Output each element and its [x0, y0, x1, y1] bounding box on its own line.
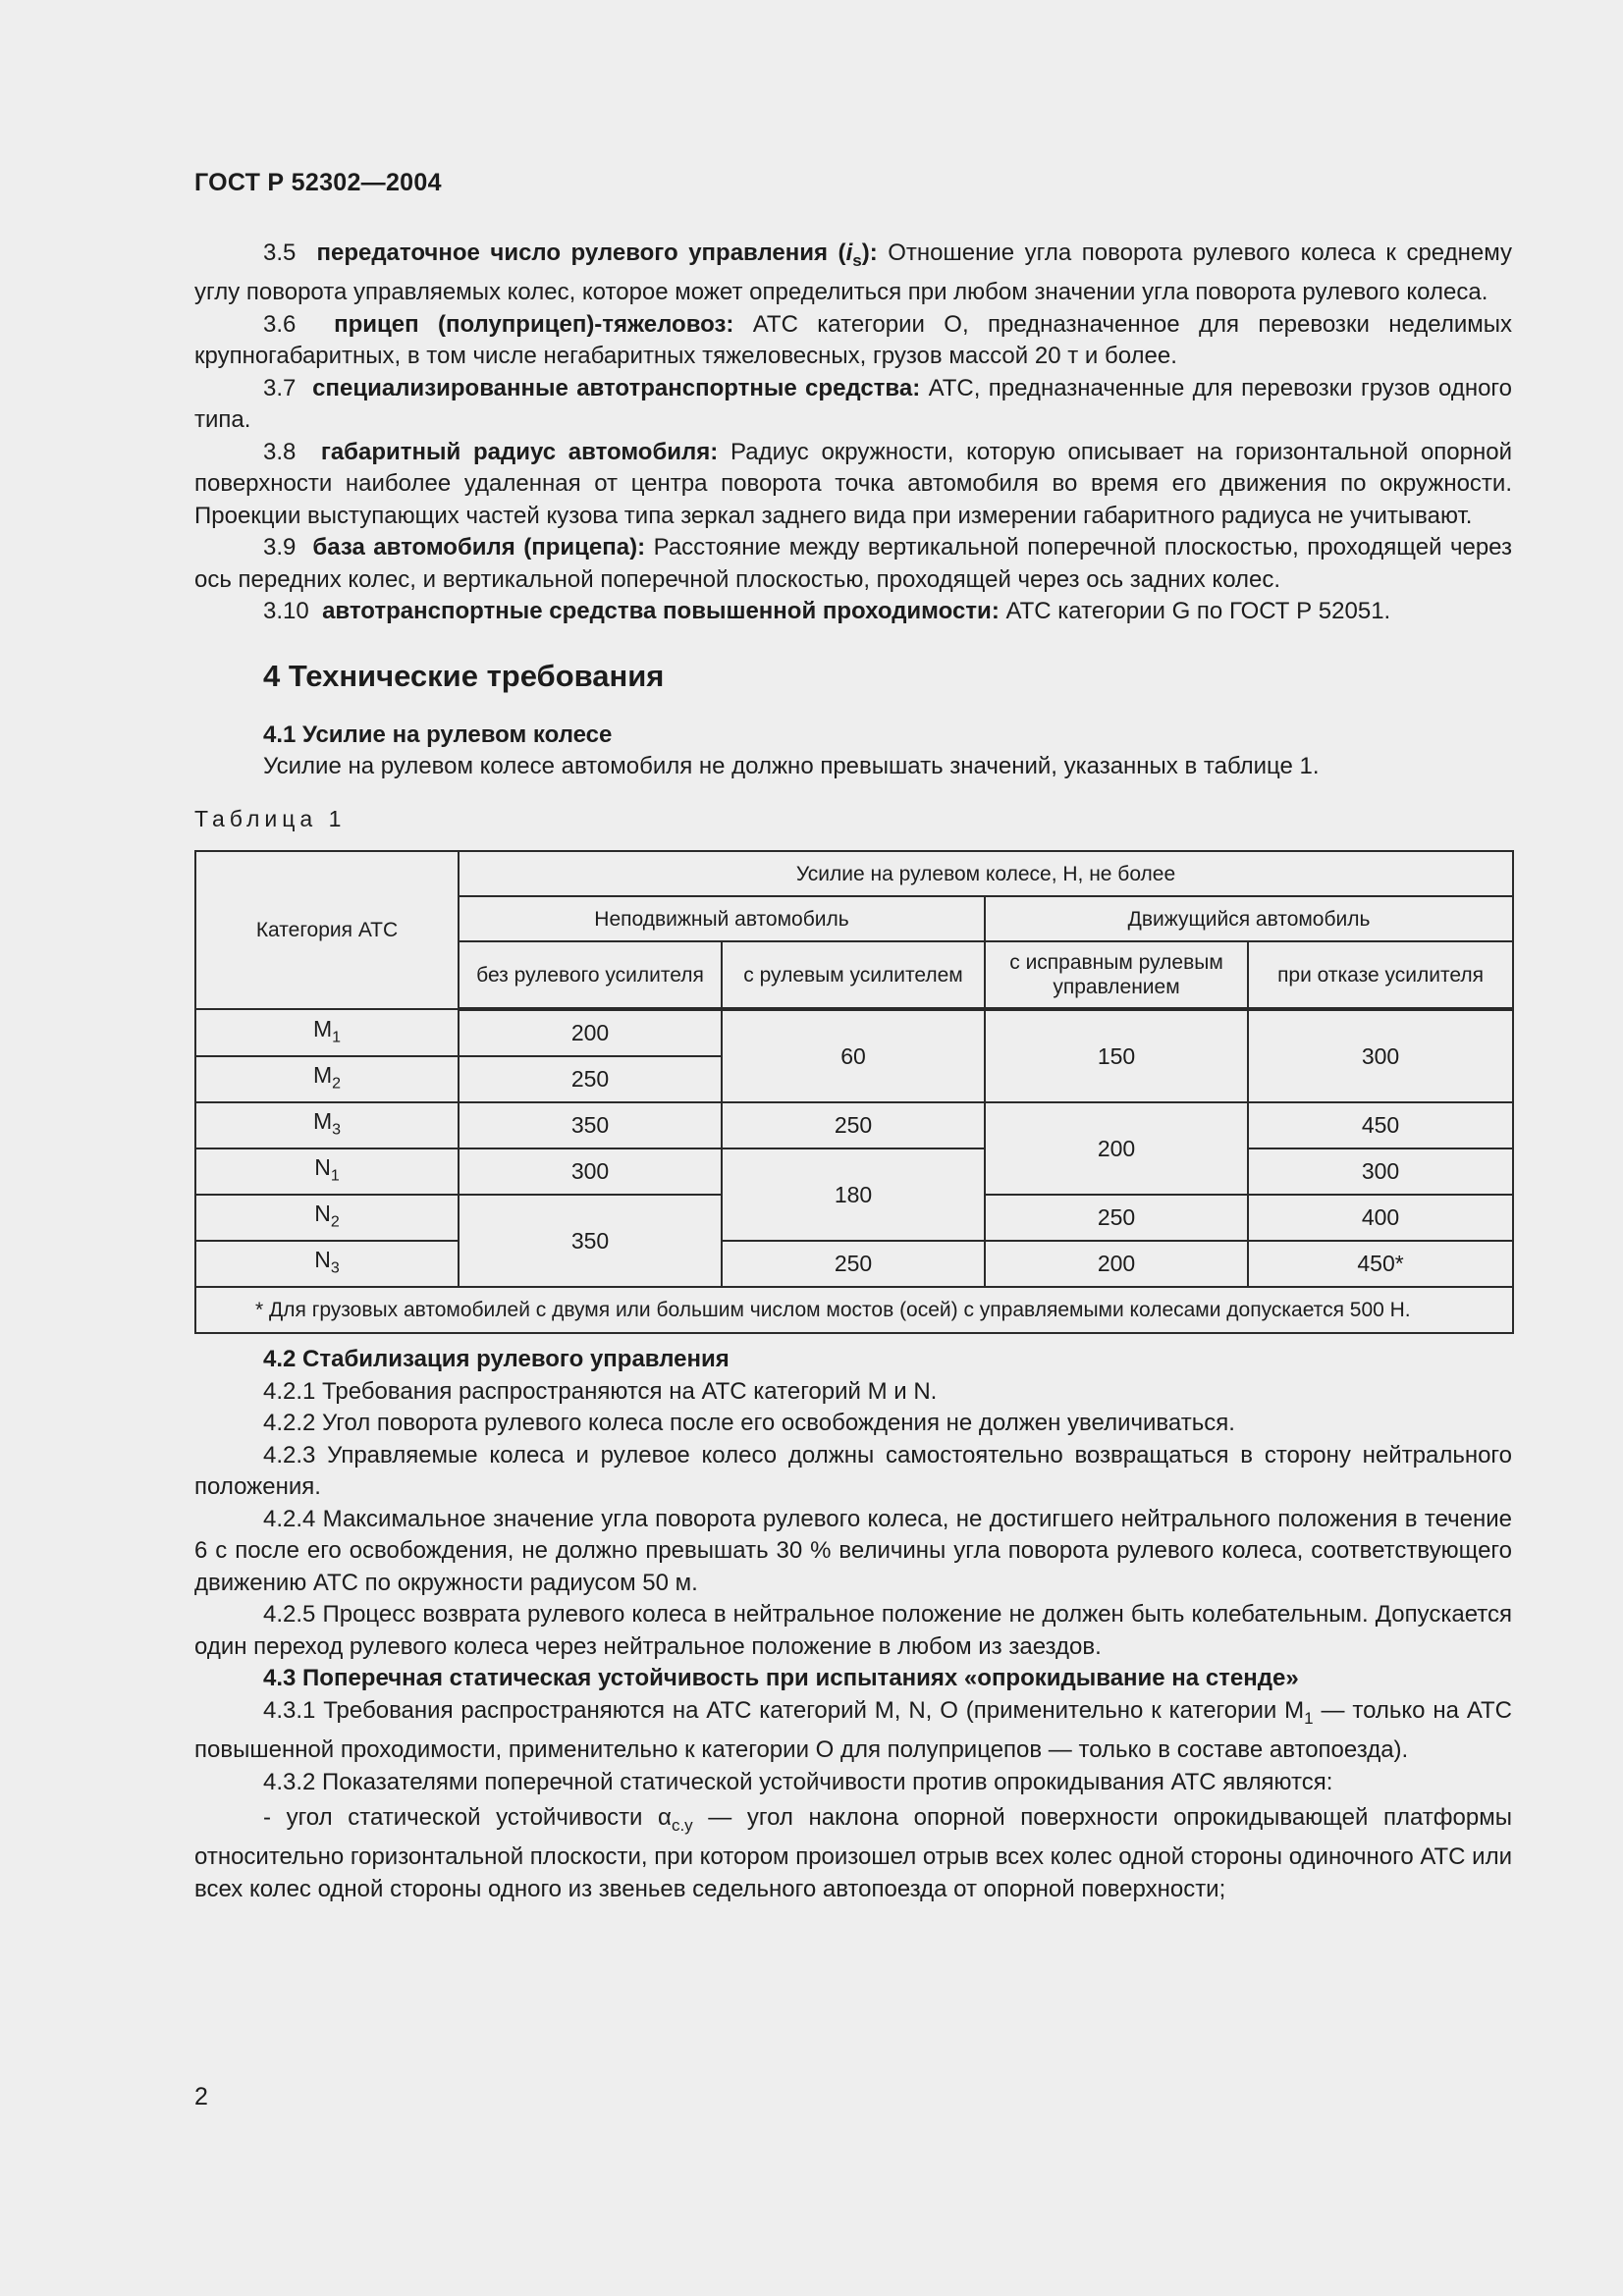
section-4-heading: 4 Технические требования	[263, 658, 665, 693]
cell-category: $M_3$	[195, 1102, 459, 1148]
cell-category: $M_1$	[195, 1009, 459, 1056]
clause-4-2-2: 4.2.2 Угол поворота рулевого колеса после его освобождения не должен увеличиваться.	[263, 1410, 1235, 1437]
cell-booster: 60	[722, 1009, 985, 1102]
cell-category: $M_2$	[195, 1056, 459, 1102]
cell-category: $N_2$	[195, 1195, 459, 1241]
clause-4-3-2: 4.3.2 Показателями поперечной статической устойчивости против опрокидывания АТС являются:	[263, 1768, 1333, 1795]
definition-3-7	[194, 373, 1512, 437]
definition-3-8	[194, 437, 1512, 533]
cell-no-booster: 200	[459, 1009, 722, 1056]
definition-number: 3.10	[263, 598, 309, 625]
cell-category: $N_1$	[195, 1148, 459, 1195]
definition-3-10	[194, 596, 1512, 628]
definition-text: Радиус окружности, которую описывает на горизонтальной опорной поверхности наиболее удаленная от центра поворота точка автомобиля во время его движения по окружности. Проекции выступающих частей кузова типа зеркал заднего вида при измерении габаритного радиуса не учитывают.	[194, 438, 1512, 529]
header-no-booster: без рулевого усилителя	[459, 941, 722, 1009]
table-row	[195, 1009, 1513, 1056]
definition-text: АТС, предназначенные для перевозки грузов одного типа.	[194, 374, 1512, 434]
cell-working: 200	[985, 1102, 1248, 1195]
cell-working: 200	[985, 1241, 1248, 1287]
steering-force-table	[194, 850, 1514, 1334]
table-footnote: * Для грузовых автомобилей с двумя или большим числом мостов (осей) с управляемыми колесами допускается 500 Н.	[195, 1287, 1513, 1333]
definition-term: прицеп (полуприцеп)-тяжеловоз:	[334, 310, 734, 338]
cell-working: 150	[985, 1009, 1248, 1102]
cell-booster: 180	[722, 1148, 985, 1241]
cell-no-booster: 350	[459, 1195, 722, 1287]
definition-term: специализированные автотранспортные средства:	[312, 374, 921, 401]
definition-number: 3.5	[263, 240, 297, 266]
definition-term: автотранспортные средства повышенной проходимости:	[322, 598, 1000, 625]
header-static-vehicle: Неподвижный автомобиль	[459, 896, 985, 941]
cell-no-booster: 300	[459, 1148, 722, 1195]
header-booster-failure: при отказе усилителя	[1248, 941, 1513, 1009]
definition-text: АТС категории G по ГОСТ Р 52051.	[999, 598, 1391, 625]
definition-text: Отношение угла поворота рулевого колеса к среднему углу поворота управляемых колес, которое может определиться при любом значении угла поворота рулевого колеса.	[194, 240, 1513, 306]
page-number: 2	[194, 2083, 208, 2110]
definition-3-9	[194, 532, 1512, 596]
cell-category: $N_3$	[195, 1241, 459, 1287]
clause-4-3-2-item: - угол статической устойчивости $\alpha_{с.у}$ — угол наклона опорной поверхности опрокидывающей платформы относительно горизонтальной плоскости, при котором произошел отрыв всех колес одной стороны одиночного АТС или всех колес одной стороны одного из звеньев седельного автопоезда от опорной поверхности;	[194, 1804, 1512, 1902]
table-row	[195, 1102, 1513, 1148]
clause-4-2-4: 4.2.4 Максимальное значение угла поворота рулевого колеса, не достигшего нейтрального положения в течение 6 с после его освобождения, не должно превышать 30 % величины угла поворота рулевого колеса, соответствующего движению АТС по окружности радиусом 50 м.	[194, 1505, 1512, 1596]
header-working-steering: с исправным рулевым управлением	[985, 941, 1248, 1009]
section-4-1-heading: 4.1 Усилие на рулевом колесе	[263, 721, 613, 748]
header-moving-vehicle: Движущийся автомобиль	[985, 896, 1513, 941]
definition-term: габаритный радиус автомобиля:	[320, 438, 719, 465]
document-id: ГОСТ Р 52302—2004	[194, 169, 442, 196]
definition-text: АТС категории О, предназначенное для перевозки неделимых крупногабаритных, в том числе негабаритных тяжеловесных, грузов массой 20 т и более.	[194, 310, 1512, 370]
definition-text: Расстояние между вертикальной поперечной плоскостью, проходящей через ось передних колес, и вертикальной поперечной плоскостью, проходящей через ось задних колес.	[194, 534, 1513, 593]
table-row	[195, 1241, 1513, 1287]
table-row	[195, 1148, 1513, 1195]
section-4-1-text: Усилие на рулевом колесе автомобиля не должно превышать значений, указанных в таблице 1.	[263, 753, 1320, 780]
cell-working: 250	[985, 1195, 1248, 1241]
clause-4-2-1: 4.2.1 Требования распространяются на АТС категорий М и N.	[263, 1377, 938, 1405]
cell-failure: 400	[1248, 1195, 1513, 1241]
definition-number: 3.6	[263, 310, 297, 338]
definition-term: база автомобиля (прицепа):	[312, 534, 646, 561]
section-4-3-heading: 4.3 Поперечная статическая устойчивость при испытаниях «опрокидывание на стенде»	[263, 1665, 1299, 1692]
clause-4-2-3: 4.2.3 Управляемые колеса и рулевое колесо должны самостоятельно возвращаться в сторону нейтрального положения.	[194, 1441, 1512, 1501]
definition-number: 3.8	[263, 438, 297, 465]
header-force: Усилие на рулевом колесе, Н, не более	[459, 851, 1513, 896]
cell-failure: 300	[1248, 1009, 1513, 1102]
cell-failure: 450*	[1248, 1241, 1513, 1287]
clause-4-2-5: 4.2.5 Процесс возврата рулевого колеса в нейтральное положение не должен быть колебательным. Допускается один переход рулевого колеса через нейтральное положение в любом из заездов.	[194, 1601, 1512, 1660]
page-content	[194, 238, 1512, 1905]
cell-booster: 250	[722, 1241, 985, 1287]
definition-term: передаточное число рулевого управления $(i_s)$:	[316, 240, 878, 270]
section-4-2-heading: 4.2 Стабилизация рулевого управления	[263, 1346, 730, 1373]
definition-number: 3.9	[263, 534, 297, 561]
cell-failure: 300	[1248, 1148, 1513, 1195]
cell-no-booster: 250	[459, 1056, 722, 1102]
clause-4-3-1: 4.3.1 Требования распространяются на АТС категорий М, N, О (применительно к категории $М_1$ — только на АТС повышенной проходимости, применительно к категории О для полуприцепов — только в составе автопоезда).	[194, 1696, 1512, 1764]
table-caption: Таблица 1	[194, 805, 347, 831]
cell-no-booster: 350	[459, 1102, 722, 1148]
cell-failure: 450	[1248, 1102, 1513, 1148]
header-with-booster: с рулевым усилителем	[722, 941, 985, 1009]
definition-3-6	[194, 309, 1512, 373]
definition-number: 3.7	[263, 374, 297, 401]
header-category: Категория АТС	[195, 851, 459, 1009]
cell-booster: 250	[722, 1102, 985, 1148]
definition-3-5	[194, 238, 1512, 309]
